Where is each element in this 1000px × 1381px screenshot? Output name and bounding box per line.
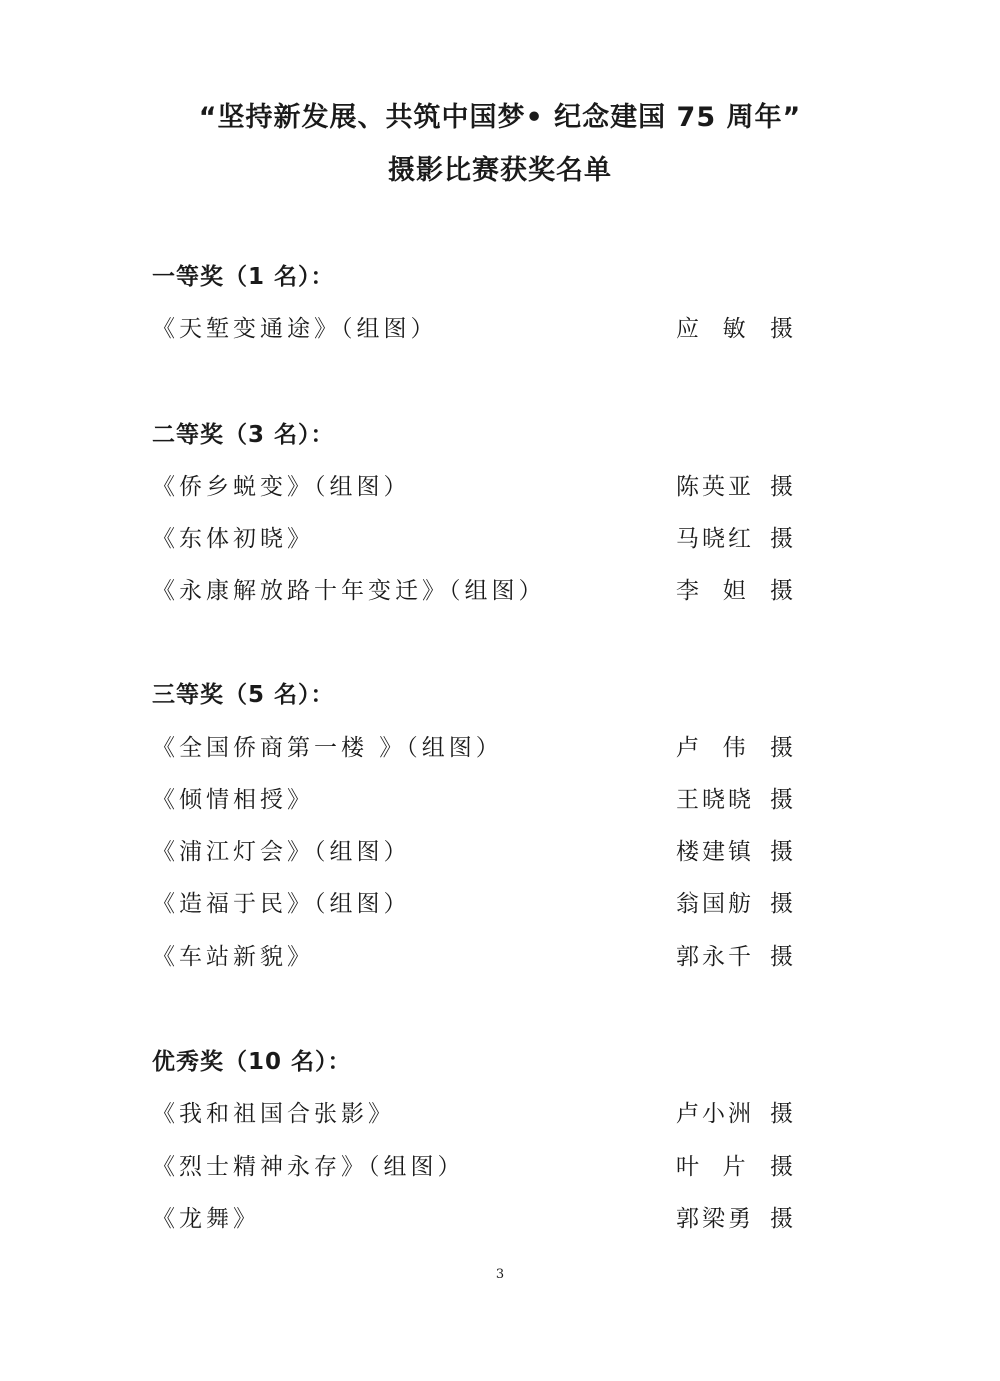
award-entry	[152, 472, 802, 502]
author-name: 马晓红	[676, 526, 754, 552]
work-title: 《龙舞》	[152, 1206, 260, 1232]
document-title: “坚持新发展、共筑中国梦• 纪念建国 75 周年”	[198, 102, 802, 133]
photo-credit: 摄	[770, 316, 793, 342]
work-title: 《造福于民》（组图）	[152, 891, 411, 917]
photo-credit: 摄	[770, 1154, 793, 1180]
author-name: 卢 伟	[676, 735, 749, 761]
section-heading-second-prize: 二等奖（3 名）：	[152, 422, 335, 448]
work-title: 《烈士精神永存》（组图）	[152, 1154, 465, 1180]
author-name: 郭梁勇	[676, 1206, 754, 1232]
photo-credit: 摄	[770, 787, 793, 813]
award-entry	[152, 1152, 802, 1182]
award-entry	[152, 1099, 802, 1129]
page-number: 3	[495, 1267, 505, 1282]
photo-credit: 摄	[770, 1101, 793, 1127]
photo-credit: 摄	[770, 578, 793, 604]
work-title: 《侨乡蜕变》（组图）	[152, 474, 411, 500]
author-name: 翁国舫	[676, 891, 754, 917]
work-title: 《永康解放路十年变迁》（组图）	[152, 578, 546, 604]
award-entry	[152, 1204, 802, 1234]
section-heading-excellence-award: 优秀奖（10 名）：	[152, 1049, 352, 1075]
author-name: 叶 片	[676, 1154, 749, 1180]
author-name: 陈英亚	[676, 474, 754, 500]
award-entry	[152, 576, 802, 606]
award-entry	[152, 314, 802, 344]
work-title: 《车站新貌》	[152, 944, 314, 970]
photo-credit: 摄	[770, 474, 793, 500]
author-name: 卢小洲	[676, 1101, 754, 1127]
author-name: 郭永千	[676, 944, 754, 970]
award-entry	[152, 942, 802, 972]
author-name: 王晓晓	[676, 787, 754, 813]
award-entry	[152, 785, 802, 815]
section-heading-third-prize: 三等奖（5 名）：	[152, 682, 335, 708]
section-heading-first-prize: 一等奖（1 名）：	[152, 264, 335, 290]
photo-credit: 摄	[770, 891, 793, 917]
award-entry	[152, 733, 802, 763]
work-title: 《东体初晓》	[152, 526, 314, 552]
document-subtitle: 摄影比赛获奖名单	[388, 155, 612, 186]
photo-credit: 摄	[770, 839, 793, 865]
work-title: 《天堑变通途》（组图）	[152, 316, 438, 342]
award-entry	[152, 889, 802, 919]
author-name: 应 敏	[676, 316, 749, 342]
photo-credit: 摄	[770, 735, 793, 761]
work-title: 《倾情相授》	[152, 787, 314, 813]
work-title: 《我和祖国合张影》	[152, 1101, 395, 1127]
award-entry	[152, 837, 802, 867]
award-entry	[152, 524, 802, 554]
author-name: 李 妲	[676, 578, 749, 604]
photo-credit: 摄	[770, 526, 793, 552]
author-name: 楼建镇	[676, 839, 754, 865]
photo-credit: 摄	[770, 1206, 793, 1232]
work-title: 《全国侨商第一楼 》（组图）	[152, 735, 503, 761]
work-title: 《浦江灯会》（组图）	[152, 839, 411, 865]
photo-credit: 摄	[770, 944, 793, 970]
